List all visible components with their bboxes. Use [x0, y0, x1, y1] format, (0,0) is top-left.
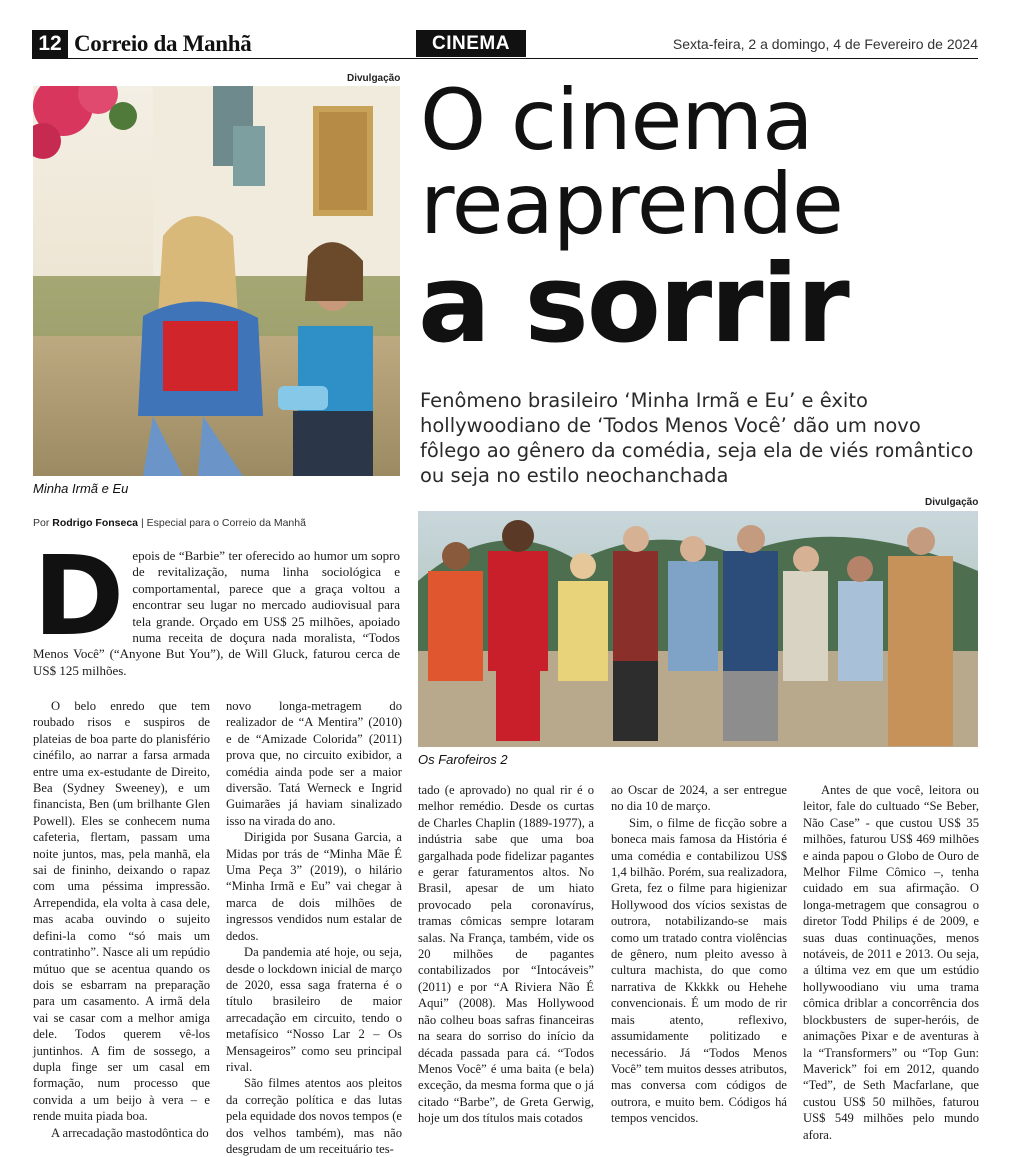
photo-caption-top: Minha Irmã e Eu	[33, 481, 129, 496]
page-number: 12	[32, 30, 68, 58]
paragraph: tado (e aprovado) no qual rir é o melhor remédio. Desde os curtas de Charles Chaplin (1889-1977), a indústria sabe que uma boa gargalhada pode fidelizar pagantes e gerar faturamentos altos. No Brasil, apesar de um hiato provocado pela coronavírus, tramas cômicas sempre lotaram salas. Na França, também, vide os 20 milhões de pagantes contabilizados por “Intocáveis” (2011) e por “A Riviera Não É Aqui” (2008). Mas Hollywood não colheu boas safras financeiras na seara do sorriso do início da década passada para cá. “Todos Menos Você” é uma baita (e bela) exceção, da mesma forma que o já citado “Barbe”, de Greta Gerwig, hoje um dos títulos mais cotados	[418, 783, 594, 1126]
paragraph: novo longa-metragem do realizador de “A Mentira” (2010) e de “Amizade Colorida” (2011) prova que, no circuito exibidor, a comédia ainda pode ser a maior diversão. Tatá Werneck e Ingrid Guimarães já haviam sinalizado isso na virada do ano.	[226, 699, 402, 828]
byline-role: | Especial para o Correio da Manhã	[140, 517, 306, 529]
lead-paragraph	[33, 532, 400, 679]
issue-date: Sexta-feira, 2 a domingo, 4 de Fevereiro de 2024	[672, 36, 978, 52]
header-rule	[32, 58, 978, 59]
photo-minha-irma-e-eu	[33, 86, 400, 476]
lead-text: epois de “Barbie” ter oferecido ao humor um sopro de revitalização, numa linha sociológica e comportamental, parece que a graça voltou a encontrar seu lugar no mercado audiovisual para tela grande. Orçado em US$ 25 milhões, apoiado numa receita de doçura nada moralista, “Todos Menos Você” (“Anyone But You”), de Will Gluck, faturou cerca de US$ 125 milhões.	[33, 548, 400, 678]
byline	[33, 516, 306, 530]
paragraph: Antes de que você, leitora ou leitor, fale do cultuado “Se Beber, Não Case” - que custou US$ 35 milhões, faturou US$ 469 milhões e ainda papou o Globo de Ouro de Melhor Filme Cômico –, tenha cuidado em sua afirmação. O longa-metragem que consagrou o diretor Todd Philips é de 2009, e suas duas continuações, menos notáveis, de 2011 e 2013. Ou seja, a última vez em que um estúdio hollywoodiano viu uma trama cômica driblar a concorrência dos blockbusters de super-heróis, de animações Pixar e de aventuras à la “Transformers” ou “Top Gun: Maverick” foi em 2012, quando “Ted”, de Seth Macfarlane, que custou US$ 50 milhões, faturou US$ 549 milhões pelo mundo afora.	[803, 783, 979, 1142]
headline-light	[420, 71, 843, 253]
paragraph: ao Oscar de 2024, a ser entregue no dia 10 de março.	[611, 783, 787, 814]
photo-credit-bottom: Divulgação	[925, 497, 979, 508]
paragraph: O belo enredo que tem roubado risos e suspiros de plateias de boa parte do planisfério cinéfilo, ao narrar a farsa armada entre uma ex-estudante de Direito, Bea (Sydney Sweeney), e um financista, Ben (um brilhante Glen Powell). Eles se conhecem numa cafeteria, flertam, passam uma noite juntos, mas, pela manhã, ela sai de fininho, deixando o rapaz com uma péssima impressão. Arrependida, ela volta à casa dele, mas acaba ouvindo o sujeito defini-la como “só mais um contratinho”. Nasce ali um repúdio mútuo que se acentua quando os dois se esbarram na preparação para um casamento. A irmã dela vai se casar com a melhor amiga dele. Todos querem vê-los juntinhos. A fim de sossego, a dupla finge ser um casal em formação, num processo que convida a um beijo à vera – e rende muita piada boa.	[33, 699, 210, 1124]
photo-os-farofeiros-2	[418, 511, 978, 747]
byline-prefix: Por	[33, 517, 50, 529]
headline-line-2: reaprende	[420, 155, 843, 253]
headline-line-1: O cinema	[420, 71, 813, 169]
paragraph: Dirigida por Susana Garcia, a Midas por trás de “Minha Mãe É Uma Peça 3” (2019), o hilário “Minha Irmã e Eu” vai chegar à marca de dois milhões de ingressos vendidos num estalar de dedos.	[226, 830, 402, 943]
newspaper-name: Correio da Manhã	[74, 31, 252, 56]
section-label: CINEMA	[416, 30, 526, 57]
article-column-2	[226, 698, 402, 1157]
paragraph: A arrecadação mastodôntica do	[51, 1125, 209, 1140]
dropcap: D	[33, 532, 125, 660]
photo-caption-bottom: Os Farofeiros 2	[418, 752, 508, 767]
headline-bold: a sorrir	[418, 242, 848, 367]
article-column-1	[33, 698, 210, 1141]
paragraph: Sim, o filme de ficção sobre a boneca mais famosa da História é uma comédia e contabilizou US$ 1,4 bilhão. Porém, sua realizadora, Greta, fez o filme para higienizar Hollywood dos vícios sexistas de outrora, notabilizando-se mais como um tratado contra violências de gênero, num pleito avesso à cultura machista, do que como narrativa de Kkkkk ou Hehehe convencionais. É um modo de rir mais atento, reflexivo, assumidamente politizado e necessário. Já “Todos Menos Você” tem muitos desses atributos, mas conversa com códigos de outrora, e muito bem. Códigos há tempos vencidos.	[611, 815, 787, 1126]
paragraph: São filmes atentos aos pleitos da correção política e das lutas pela equidade dos novos tempos (e dos velhos também), mas não desgrudam de um receituário tes-	[226, 1076, 402, 1156]
article-column-5	[803, 782, 979, 1143]
headline-deck: Fenômeno brasileiro ‘Minha Irmã e Eu’ e êxito hollywoodiano de ‘Todos Menos Você’ dão um novo fôlego ao gênero da comédia, seja ela de viés romântico ou seja no estilo neochanchada	[420, 389, 974, 487]
paragraph: Da pandemia até hoje, ou seja, desde o lockdown inicial de março de 2020, essa saga fraterna é o título brasileiro de maior arrecadação em circuito, tendo o metafísico “Nosso Lar 2 – Os Mensageiros” como seu principal rival.	[226, 945, 402, 1074]
photo-credit-top: Divulgação	[347, 73, 401, 84]
byline-author: Rodrigo Fonseca	[52, 517, 139, 529]
article-column-3	[418, 782, 594, 1127]
article-column-4	[611, 782, 787, 1127]
